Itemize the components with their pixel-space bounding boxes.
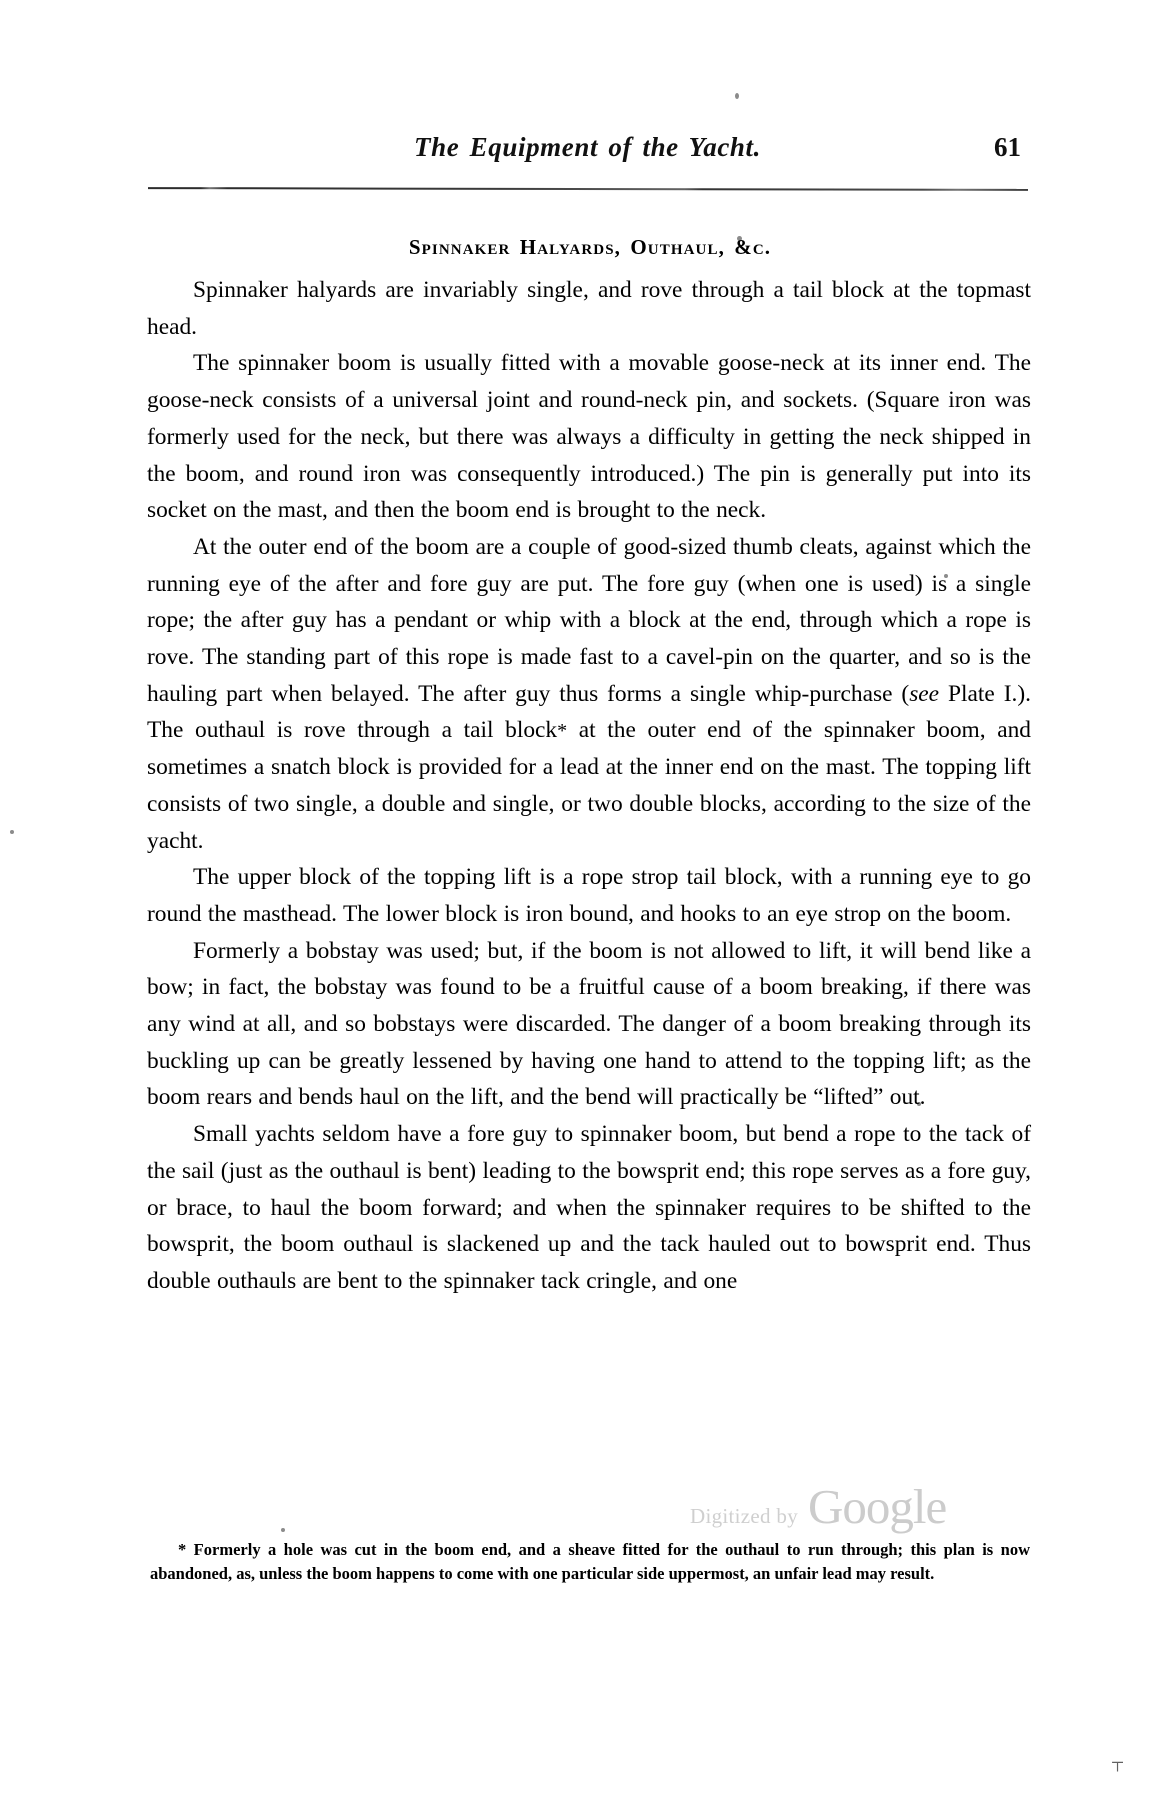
paragraph: Spinnaker halyards are invariably single, and rove through a tail block at the topmast head.: [147, 277, 1031, 340]
footnote-marker: *: [557, 720, 568, 743]
footnote: * Formerly a hole was cut in the boom end, and a sheave fitted for the outhaul to run through; this plan is now abandoned, as, unless the boom happens to come with one particular side uppermost, an unfair lead may result.: [150, 1540, 1030, 1583]
paragraph: Small yachts seldom have a fore guy to spinnaker boom, but bend a rope to the tack of the sail (just as the outhaul is bent) leading to the bowsprit end; this rope serves as a fore guy, or brace, to haul the boom forward; and when the spinnaker requires to be shifted to the bowsprit, the boom outhaul is slackened up and the tack hauled out to bowsprit end. Thus double outhauls are bent to the spinnaker tack cringle, and one: [147, 1121, 1031, 1294]
paragraph-tail: at the outer end of the spinnaker boom, and sometimes a snatch block is provided for a lead at the inner end on the mast. The topping lift consists of two single, a double and single, or two double blocks, according to the size of the yacht.: [147, 717, 1031, 854]
corner-mark-icon: ⊣: [1111, 1760, 1128, 1773]
plate-reference-italic: see: [909, 680, 940, 707]
paragraph-lead: At the outer end of the boom are a couple of good-sized thumb cleats, against which the running eye of the after and fore guy are put. The fore guy (when one is used) is a single rope; the after guy has a pendant or whip with a block at the end, through which a rope is rove. The standing part of this rope is made fast to a cavel-pin on the quarter, and so is the hauling part when belayed. The after guy thus forms a single whip-purchase (: [147, 533, 1031, 707]
header-rule: [148, 187, 1028, 191]
paragraph: Formerly a bobstay was used; but, if the boom is not allowed to lift, it will bend like a bow; in fact, the bobstay was found to be a fruitful cause of a boom breaking, if there was any wind at all, and so bobstays were discarded. The danger of a boom breaking through its buckling up can be greatly lessened by having one hand to attend to the topping lift; as the boom rears and bends haul on the lift, and the bend will practically be “lifted” out.: [147, 937, 1031, 1111]
digitized-by-label: Digitized by: [690, 1504, 798, 1528]
paragraph: [147, 529, 1031, 859]
body-text: [147, 272, 1031, 1300]
section-heading: Spinnaker Halyards, Outhaul, &c.: [408, 235, 772, 259]
page-number: 61: [994, 132, 1021, 162]
digitized-by-google-watermark: [690, 1478, 1020, 1535]
paragraph: The upper block of the topping lift is a rope strop tail block, with a running eye to go round the masthead. The lower block is iron bound, and hooks to an eye strop on the boom.: [147, 864, 1031, 927]
scan-speck: [281, 1528, 285, 1532]
page-title: The Equipment of the Yacht.: [414, 132, 761, 162]
paragraph: The spinnaker boom is usually fitted with a movable goose-neck at its inner end. The goose-neck consists of a universal joint and round-neck pin, and sockets. (Square iron was formerly used for the neck, but there was always a difficulty in getting the neck shipped in the boom, and round iron was consequently introduced.) The pin is generally put into its socket on the mast, and then the boom end is brought to the neck.: [147, 350, 1031, 524]
paragraph-mid: Plate I.). The outhaul is rove through a tail block: [147, 680, 1031, 744]
scan-speck: [735, 93, 739, 99]
scan-speck: [10, 830, 14, 834]
running-head: [150, 132, 1025, 163]
google-logo-text: Google: [808, 1479, 947, 1534]
